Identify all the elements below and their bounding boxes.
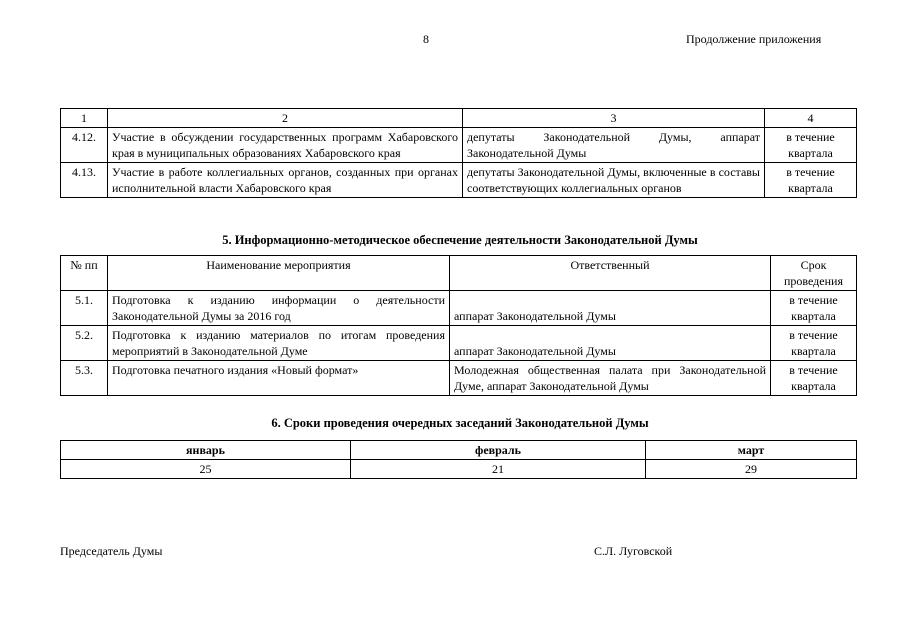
header-cell: 2 (108, 109, 463, 128)
page-number: 8 (423, 32, 429, 46)
event-cell: Подготовка к изданию материалов по итогам проведения мероприятий в Законодательной Думе (108, 326, 450, 361)
responsible-cell: аппарат Законодательной Думы (450, 291, 771, 326)
table-header-row (61, 256, 857, 291)
event-cell: Подготовка печатного издания «Новый формат» (108, 361, 450, 396)
table-row (61, 128, 857, 163)
header-cell: 4 (765, 109, 857, 128)
signature-name: С.Л. Луговской (594, 544, 673, 558)
responsible-cell: Молодежная общественная палата при Законодательной Думе, аппарат Законодательной Думы (450, 361, 771, 396)
table-section-5 (60, 255, 857, 396)
event-cell: Подготовка к изданию информации о деятельности Законодательной Думы за 2016 год (108, 291, 450, 326)
row-number: 4.13. (61, 163, 108, 198)
term-cell: в течение квартала (771, 361, 857, 396)
term-cell: в течение квартала (771, 326, 857, 361)
month-cell: февраль (351, 441, 646, 460)
table-row (61, 460, 857, 479)
section-5-title: 5. Информационно-методическое обеспечение деятельности Законодательной Думы (222, 233, 698, 247)
table-row (61, 326, 857, 361)
responsible-cell: аппарат Законодательной Думы (450, 326, 771, 361)
month-cell: март (646, 441, 857, 460)
row-number: 5.1. (61, 291, 108, 326)
table-section-4 (60, 108, 857, 198)
table-header-row (61, 441, 857, 460)
table-row (61, 361, 857, 396)
month-cell: январь (61, 441, 351, 460)
table-row (61, 291, 857, 326)
term-cell: в течение квартала (765, 128, 857, 163)
term-cell: в течение квартала (765, 163, 857, 198)
day-cell: 21 (351, 460, 646, 479)
header-cell-responsible: Ответственный (450, 256, 771, 291)
header-cell: 3 (463, 109, 765, 128)
event-cell: Участие в работе коллегиальных органов, созданных при органах исполнительной власти Хабаровского края (108, 163, 463, 198)
responsible-cell: депутаты Законодательной Думы, включенные в составы соответствующих коллегиальных органов (463, 163, 765, 198)
term-cell: в течение квартала (771, 291, 857, 326)
responsible-cell: депутаты Законодательной Думы, аппарат Законодательной Думы (463, 128, 765, 163)
header-cell: 1 (61, 109, 108, 128)
header-cell-event: Наименование мероприятия (108, 256, 450, 291)
row-number: 5.3. (61, 361, 108, 396)
continuation-label: Продолжение приложения (686, 32, 822, 46)
signature-position: Председатель Думы (60, 544, 163, 558)
table-header-row (61, 109, 857, 128)
header-cell-term: Срок проведения (771, 256, 857, 291)
row-number: 4.12. (61, 128, 108, 163)
row-number: 5.2. (61, 326, 108, 361)
day-cell: 29 (646, 460, 857, 479)
table-row (61, 163, 857, 198)
event-cell: Участие в обсуждении государственных программ Хабаровского края в муниципальных образованиях Хабаровского края (108, 128, 463, 163)
header-cell-num: № пп (61, 256, 108, 291)
table-section-6 (60, 440, 857, 479)
section-6-title: 6. Сроки проведения очередных заседаний Законодательной Думы (271, 416, 649, 430)
day-cell: 25 (61, 460, 351, 479)
